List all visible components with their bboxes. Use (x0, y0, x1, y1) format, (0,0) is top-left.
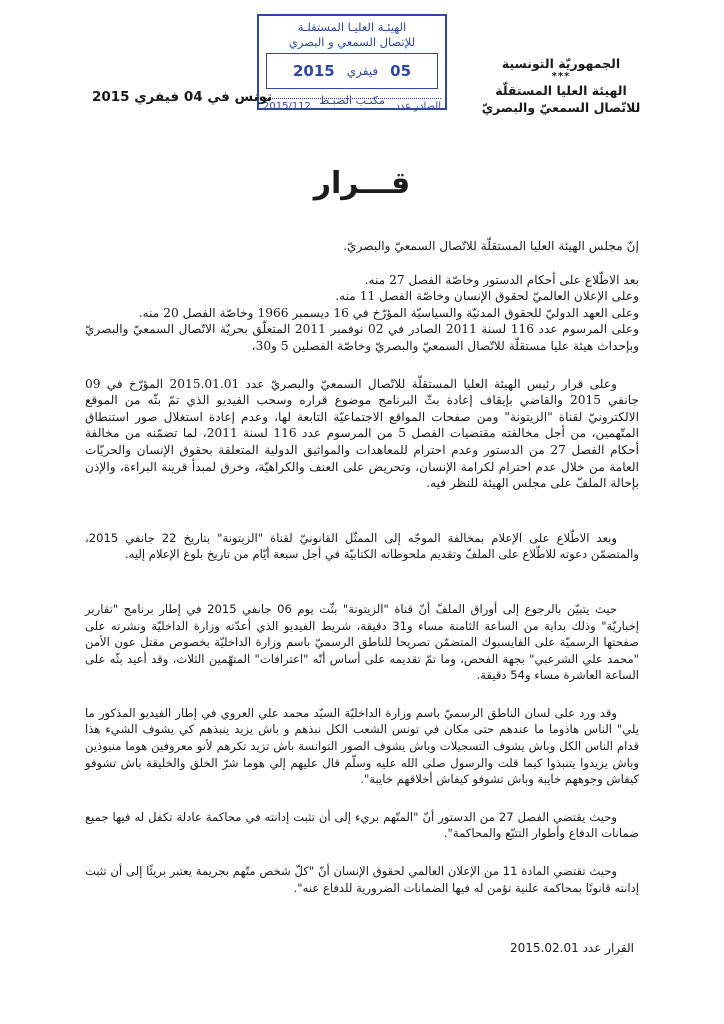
decision-number-footer: القرار عدد 2015.02.01 (510, 941, 634, 955)
stamp-authority-line1: الهيئـة العليـا المستقلـة (297, 20, 407, 34)
stamp-day: 05 (390, 61, 412, 80)
stamp-reference (263, 98, 441, 114)
paragraph-udhr-art11: وحيث تقتضي المادة 11 من الإعلان العالمي لحقوق الإنسان أنّ "كلّ شخص متّهم بجريمة يعتبر بريئًا إلى أن تثبت إدانته قانونًا بمحاكمة علنية تؤمن له فيها الضمانات الضرورية للدفاع عنه". (85, 864, 639, 895)
decision-body (85, 238, 639, 896)
stamp-date-box (266, 53, 438, 89)
paragraph-facts: حيث يتبيّن بالرجوع إلى أوراق الملفّ أنّ قناة "الزيتونة" بثّت يوم 06 جانفي 2015 في إطار برنامج "تقارير إخباريّة" وذلك بداية من الساعة الثامنة مساء و31 دقيقة، شريط الفيديو الذي أعدّته وزارة الداخليّة ونشرته على صفحتها الرسميّة على الفايسبوك المتضمّن تصريحا للناطق الرسميّ باسم وزارة الداخليّة بخصوص مقتل عون الأمن "محمد علي الشرعبي" بجهة الفحص، وما تمّ تقديمه على أساس أنّه "اعترافات" المتهّمين الثلاث، وقد أعيد بثّه على الساعة العاشرة مساء و54 دقيقة. (85, 601, 639, 683)
issuer-header (476, 55, 646, 116)
recital-constitution: بعد الاطّلاع على أحكام الدستور وخاصّة الفصل 27 منه. (364, 272, 639, 287)
authority-name-line2: للاتّصال السمعيّ والبصريّ (481, 100, 641, 115)
paragraph-constitution-art27: وحيث يقتضي الفصل 27 من الدستور أنّ "المتّهم بريء إلى أن تثبت إدانته في محاكمة عادلة تكفل له فيها جميع ضمانات الدفاع وأطوار التتبّع والمحاكمة". (85, 809, 639, 841)
republic-name: الجمهوريّة التونسية (501, 56, 621, 71)
recital-iccpr: وعلى العهد الدوليّ للحقوق المدنيّة والسياسيّة المؤرّخ في 16 ديسمبر 1966 وخاصّة الفصل 20 منه. (138, 305, 639, 320)
stamp-year: 2015 (292, 61, 335, 80)
intro-paragraph: إنّ مجلس الهيئة العليا المستقلّة للاتّصال السمعيّ والبصريّ. (343, 239, 639, 253)
recital-decree: وعلى المرسوم عدد 116 لسنة 2011 الصادر في 02 نوفمبر 2011 المتعلّق بحريّة الاتّصال السمعيّ والبصريّ وبإحداث هيئة عليا مستقلّة للاتّصال السمعيّ والبصريّ وخاصّة الفصلين 5 و30، (85, 322, 639, 353)
stamp-ref-value: 2015/112 (263, 101, 311, 112)
stamp-ref-label: الصادر عدد (395, 101, 441, 112)
authority-name-line1: الهيئة العليا المستقلّة (495, 83, 627, 98)
document-title: قـــرار (313, 166, 411, 201)
paragraph-spokesman-quote: وقد ورد على لسان الناطق الرسميّ باسم وزارة الداخليّة السيّد محمد علي العروي في إطار الفيديو المذكور ما يلي" الناس هاذوما ما عندهم حتى مكان في تونس الشعب الكل نبذهم و باش يزيد ينبذهم كي يشوف الشيء هذا قدام الناس الكل وباش يشوف التسجيلات وباش يشوف الصور التوانسة باش تزيد تكرهم لأنو معروفين هوما منبوذين وباش يزيدوا يتنبذوا كيما قلت والرسول صلى الله عليه وسلّم قال عليهم إلي هوما شرّ الخلق والخليقة باش تشوفو كيفاش وجوههم خايبة وباش تشوفو كيفاش أخلاقهم خايبة". (85, 705, 639, 787)
stamp-office: مكتـب الضبـط (319, 94, 385, 107)
registry-stamp (257, 14, 447, 110)
stamp-month: فيفري (346, 63, 379, 78)
paragraph-prior-decision: وعلى قرار رئيس الهيئة العليا المستقلّة للاتّصال السمعيّ والبصريّ عدد 2015.01.01 المؤرّخ في 09 جانفي 2015 والقاضي بإيقاف إعادة بثّ البرنامج موضوع قراره وسحب الفيديو الذي تمّ بثّه من الموقع الالكترونيّ لقناة "الزيتونة" ومن صفحات المواقع الاجتماعيّة التابعة لها، وعدم إعادة استغلال صور استنطاق المتّهمين، من أجل مخالفته مقتضيات الفصل 5 من المرسوم عدد 116 لسنة 2011، لما تضمّنه من مخالفة أحكام الفصل 27 من الدستور وعدم احترام للمعاهدات والمواثيق الدولية المتعلقة بحقوق الإنسان والحريّات العامة من خلال عدم احترام لكرامة الإنسان، وتحريض على العنف والكراهيّة، وخرق لمبدأ قرينة البراءة، والإذن بإحالة الملفّ على مجلس الهيئة للنظر فيه. (85, 376, 639, 491)
place-and-date: تونس في 04 فيفري 2015 (92, 89, 273, 105)
separator-stars: *** (551, 71, 571, 82)
paragraph-notice: وبعد الاطّلاع على الإعلام بمخالفة الموجّه إلى الممثّل القانونيّ لقناة "الزيتونة" بتاريخ 22 جانفي 2015، والمتضمّن دعوته للاطّلاع على الملفّ وتقديم ملحوظاته الكتابيّة في أجل سبعة أيّام من تاريخ بلوغ الإعلام إليه. (85, 530, 639, 562)
stamp-authority-line2: للإتصال السمعي و البصري (288, 35, 416, 49)
recital-udhr: وعلى الإعلان العالميّ لحقوق الإنسان وخاصّة الفصل 11 منه. (335, 289, 639, 304)
